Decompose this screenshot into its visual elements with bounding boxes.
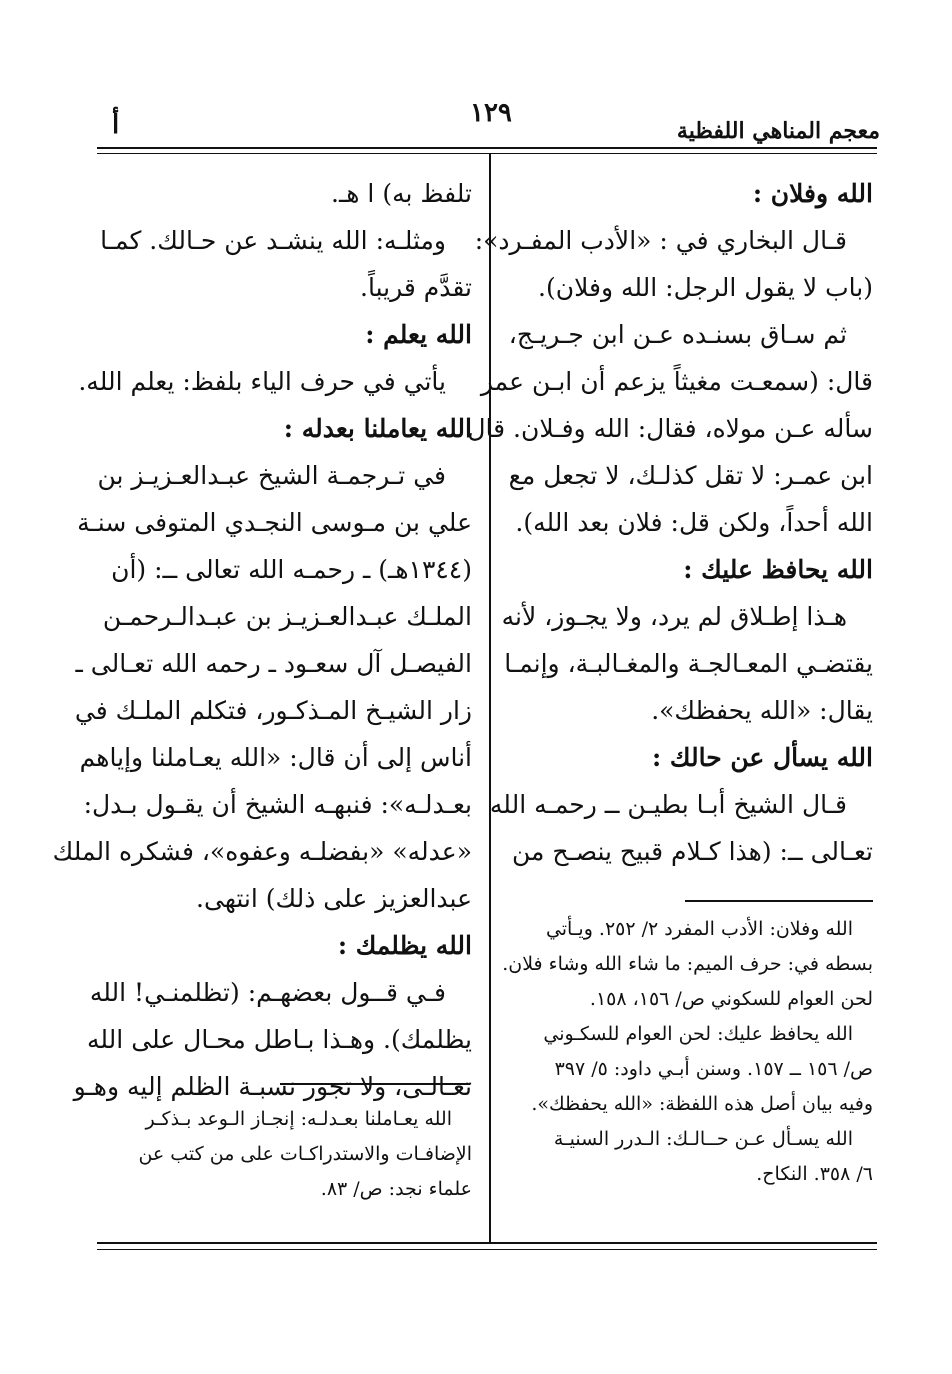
text-line: عبدالعزيز على ذلك) انتهى.	[196, 884, 472, 913]
text-line: الله يحافظ عليك: لحن العوام للسكـوني	[543, 1023, 853, 1045]
footnote-separator-right	[685, 900, 873, 902]
entry-heading: الله يظلمك :	[337, 931, 472, 960]
text-line: قال: (سمعـت مغيثاً يزعم أن ابـن عمر	[480, 367, 873, 396]
text-line: هـذا إطـلاق لم يرد، ولا يجـوز، لأنه	[501, 602, 847, 631]
text-line: لحن العوام للسكوني ص/ ١٥٦، ١٥٨.	[589, 988, 873, 1010]
running-title: معجم المناهي اللفظية	[676, 118, 880, 144]
entry-heading: الله يعاملنا بعدله :	[283, 414, 472, 443]
footer-rule-thin	[97, 1249, 877, 1250]
header-rule	[97, 147, 877, 149]
text-line: فـي قــول بعضهـم: (تظلمنـي! الله	[89, 978, 446, 1007]
page-number: ١٢٩	[470, 98, 512, 128]
entry-heading: الله يسأل عن حالك :	[651, 743, 873, 772]
text-line: «عدله» «بفضلـه وعفوه»، فشكره الملك	[52, 837, 472, 866]
text-line: يقتضـي المعـالجـة والمغـالبـة، وإنمـا	[504, 649, 873, 678]
text-line: تعـالى ــ: (هذا كـلام قبيح ينصـح من	[511, 837, 873, 866]
text-line: يأتي في حرف الياء بلفظ: يعلم الله.	[78, 367, 446, 396]
header-rule-thin	[97, 153, 877, 154]
text-line: ابن عمـر: لا تقل كذلـك، لا تجعل مع	[508, 461, 873, 490]
text-line: قـال الشيخ أبـا بطيـن ــ رحمـه الله	[489, 790, 847, 819]
footnotes-right	[502, 912, 873, 1192]
footnotes-left	[100, 1102, 472, 1207]
text-line: الله يسـأل عـن حــالـك: الـدرر السنيـة	[553, 1128, 853, 1150]
text-line: ثم سـاق بسنـده عـن ابن جـريـج،	[508, 320, 847, 349]
text-line: زار الشيـخ المـذكـور، فتكلم الملـك في	[74, 696, 472, 725]
text-line: سأله عـن مولاه، فقال: الله وفـلان. قال	[467, 414, 873, 443]
text-line: (باب لا يقول الرجل: الله وفلان).	[538, 273, 873, 302]
entry-heading: الله يحافظ عليك :	[683, 555, 873, 584]
text-line: وفيه بيان أصل هذه اللفظة: «الله يحفظك».	[531, 1093, 873, 1115]
text-line: الفيصـل آل سعـود ـ رحمه الله تعـالى ـ	[75, 649, 472, 678]
text-line: الإضافـات والاستدراكـات على من كتب عن	[138, 1143, 472, 1165]
text-line: بسطه في: حرف الميم: ما شاء الله وشاء فلان.	[502, 953, 873, 975]
text-line: الله يعـاملنا بعـدلـه: إنجـاز الـوعد بـذكـر	[145, 1108, 452, 1130]
text-line: يقال: «الله يحفظك».	[651, 696, 873, 725]
text-line: ٦/ ٣٥٨. النكاح.	[756, 1163, 873, 1185]
text-line: ص/ ١٥٦ ــ ١٥٧. وسنن أبـي داود: ٥/ ٣٩٧	[554, 1058, 873, 1080]
text-line: علماء نجد: ص/ ٨٣.	[320, 1178, 472, 1200]
entry-heading: الله يعلم :	[365, 320, 472, 349]
entry-heading: الله وفلان :	[752, 179, 873, 208]
text-line: في تـرجمـة الشيخ عبـدالعـزيـز بن	[97, 461, 446, 490]
text-line: ومثلـه: الله ينشـد عن حـالك. كمـا	[100, 226, 446, 255]
column-divider	[489, 153, 491, 1243]
section-letter: أ	[112, 110, 120, 140]
text-line: الملـك عبـدالعـزيـز بن عبـدالـرحمـن	[102, 602, 472, 631]
text-line: تقدَّم قريباً.	[360, 273, 472, 302]
text-line: أناس إلى أن قال: «الله يعـاملنا وإياهم	[79, 743, 472, 772]
text-line: تلفظ به) ا هـ.	[331, 179, 472, 208]
left-column	[52, 170, 472, 1110]
text-line: الله أحداً، ولكن قل: فلان بعد الله).	[515, 508, 873, 537]
text-line: علي بن مـوسى النجـدي المتوفى سنـة	[77, 508, 472, 537]
right-column	[467, 170, 873, 875]
text-line: قـال البخاري في : «الأدب المفـرد»:	[474, 226, 847, 255]
footer-rule	[97, 1242, 877, 1244]
footnote-separator-left	[280, 1083, 470, 1085]
text-line: (١٣٤٤هـ) ـ رحمـه الله تعالى ــ: (أن	[111, 555, 472, 584]
text-line: الله وفلان: الأدب المفرد ٢/ ٢٥٢. ويـأتي	[545, 918, 853, 940]
text-line: يظلمك). وهـذا بـاطل محـال على الله	[87, 1025, 472, 1054]
text-line: تعـالـى، ولا تجوز نسبـة الظلم إليه وهـو	[73, 1072, 472, 1101]
text-line: بعـدلـه»: فنبهـه الشيخ أن يقـول بـدل:	[83, 790, 472, 819]
